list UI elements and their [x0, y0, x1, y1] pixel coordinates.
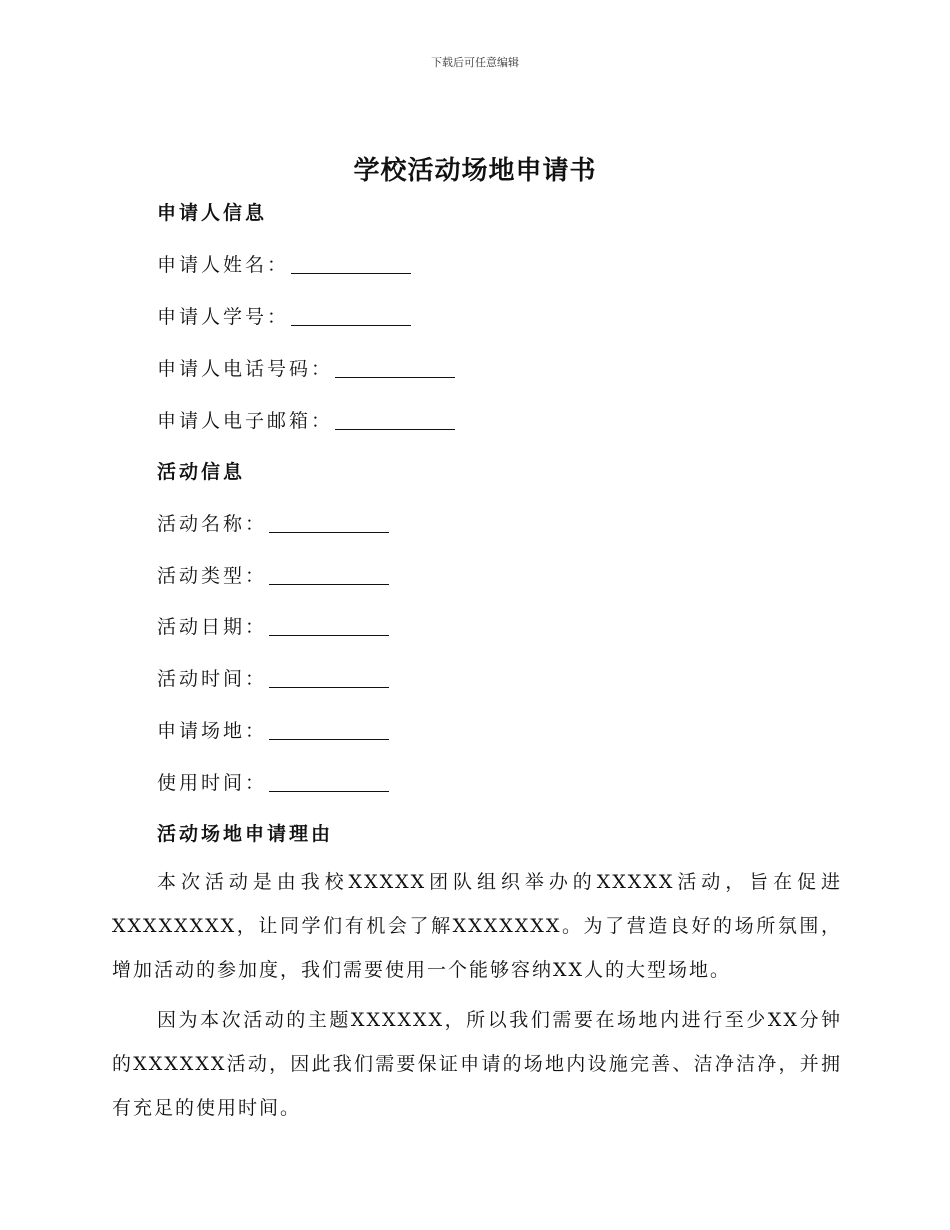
field-label: 申请人姓名： [157, 254, 290, 276]
reason-paragraph-2: 因为本次活动的主题XXXXXX，所以我们需要在场地内进行至少XX分钟的XXXXXX活动，因此我们需要保证申请的场地内设施完善、洁净洁净，并拥有充足的使用时间。 [112, 1009, 842, 1119]
field-applicant-student-id [157, 302, 411, 329]
field-label: 申请人学号： [157, 306, 290, 328]
blank-line [269, 512, 389, 533]
field-usage-time [157, 768, 389, 795]
blank-line [269, 564, 389, 585]
blank-line [269, 771, 389, 792]
field-activity-time [157, 664, 389, 691]
field-label: 使用时间： [157, 772, 268, 794]
section-heading-activity: 活动信息 [157, 461, 246, 483]
field-label: 申请人电子邮箱： [157, 410, 334, 432]
blank-line [335, 409, 455, 430]
blank-line [291, 305, 411, 326]
document-title: 学校活动场地申请书 [353, 156, 597, 186]
section-heading-reason: 活动场地申请理由 [157, 823, 334, 845]
header-note: 下载后可任意编辑 [431, 56, 519, 69]
section-heading-applicant: 申请人信息 [157, 202, 268, 224]
field-applicant-email [157, 406, 455, 433]
field-label: 活动类型： [157, 565, 268, 587]
blank-line [291, 253, 411, 274]
field-activity-date [157, 612, 389, 639]
reason-paragraph-1: 本次活动是由我校XXXXX团队组织举办的XXXXX活动，旨在促进XXXXXXXX，让同学们有机会了解XXXXXXX。为了营造良好的场所氛围，增加活动的参加度，我们需要使用一个能够容纳XX人的大型场地。 [112, 871, 842, 981]
field-venue [157, 716, 389, 743]
blank-line [269, 667, 389, 688]
blank-line [269, 719, 389, 740]
field-label: 申请人电话号码： [157, 358, 334, 380]
blank-line [335, 357, 455, 378]
field-applicant-name [157, 250, 411, 277]
field-activity-type [157, 561, 389, 588]
field-label: 活动名称： [157, 513, 268, 535]
blank-line [269, 615, 389, 636]
field-label: 申请场地： [157, 720, 268, 742]
field-activity-name [157, 509, 389, 536]
field-label: 活动日期： [157, 616, 268, 638]
field-label: 活动时间： [157, 668, 268, 690]
field-applicant-phone [157, 354, 455, 381]
